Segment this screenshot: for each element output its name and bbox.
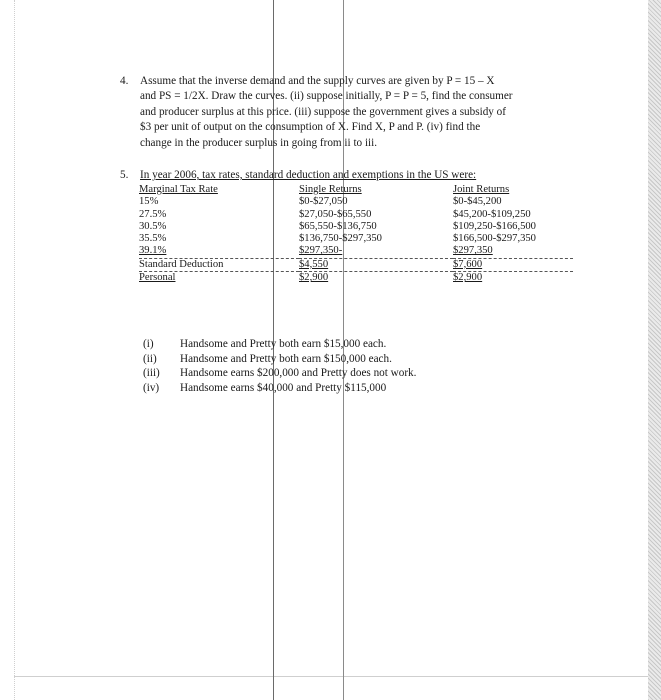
header-single-returns: Single Returns	[299, 184, 362, 195]
scenario-list	[143, 337, 416, 395]
tax-table	[139, 184, 573, 284]
list-item	[143, 337, 416, 352]
header-marginal-tax-rate: Marginal Tax Rate	[139, 184, 218, 195]
table-row	[139, 221, 573, 233]
question-5	[120, 168, 580, 183]
left-margin	[0, 0, 15, 700]
rate-cell: 39.1%	[139, 245, 299, 258]
joint-cell: $45,200-$109,250	[453, 208, 531, 220]
single-cell: $136,750-$297,350	[299, 233, 382, 245]
rate-cell: 35.5%	[139, 233, 167, 245]
table-row	[139, 209, 573, 221]
personal-joint: $2,900	[453, 272, 483, 284]
question-4-number: 4.	[120, 75, 129, 87]
personal-row	[139, 272, 573, 285]
question-4-line: and PS = 1/2X. Draw the curves. (ii) suppose initially, P = P = 5, find the consumer	[140, 90, 513, 103]
standard-deduction-joint: $7,600	[453, 258, 573, 271]
standard-deduction-single: $4,550	[299, 258, 453, 271]
item-text: Handsome earns $40,000 and Pretty $115,000	[180, 381, 387, 394]
question-5-title: In year 2006, tax rates, standard deduction and exemptions in the US were:	[140, 169, 477, 181]
table-row	[139, 196, 573, 208]
list-item	[143, 366, 416, 381]
personal-label: Personal	[139, 272, 176, 284]
single-cell: $297,350-	[299, 245, 453, 258]
question-5-number: 5.	[120, 169, 129, 181]
table-header-row	[139, 184, 573, 196]
list-item	[143, 381, 416, 396]
item-text: Handsome and Pretty both earn $15,000 each.	[180, 338, 387, 350]
joint-cell: $166,500-$297,350	[453, 233, 536, 245]
rate-cell: 27.5%	[139, 208, 167, 220]
item-number: (iii)	[143, 367, 160, 380]
personal-single: $2,900	[299, 272, 329, 284]
table-row	[139, 245, 573, 258]
bottom-rule	[14, 676, 648, 677]
item-text: Handsome and Pretty both earn $150,000 each.	[180, 352, 392, 365]
single-cell: $0-$27,050	[299, 196, 348, 208]
standard-deduction-label: Standard Deduction	[139, 258, 299, 271]
rate-cell: 30.5%	[139, 220, 167, 232]
single-cell: $27,050-$65,550	[299, 208, 372, 220]
header-joint-returns: Joint Returns	[453, 184, 510, 195]
joint-cell: $109,250-$166,500	[453, 220, 536, 232]
item-number: (iv)	[143, 381, 160, 394]
item-number: (i)	[143, 338, 154, 350]
single-cell: $65,550-$136,750	[299, 220, 377, 232]
question-4	[120, 74, 580, 151]
list-item	[143, 352, 416, 367]
standard-deduction-row	[139, 258, 573, 271]
rate-cell: 15%	[139, 196, 159, 208]
joint-cell: $297,350	[453, 245, 573, 258]
question-4-line: $3 per unit of output on the consumption of X. Find X, P and P. (iv) find the	[140, 121, 481, 134]
question-4-line: change in the producer surplus in going from ii to iii.	[140, 136, 378, 149]
right-scan-border	[648, 0, 661, 700]
question-4-line: and producer surplus at this price. (iii) suppose the government gives a subsidy of	[140, 105, 507, 118]
table-row	[139, 233, 573, 245]
item-text: Handsome earns $200,000 and Pretty does not work.	[180, 367, 417, 380]
question-4-line: Assume that the inverse demand and the supply curves are given by P = 15 – X	[140, 75, 495, 87]
item-number: (ii)	[143, 352, 157, 365]
joint-cell: $0-$45,200	[453, 196, 502, 208]
